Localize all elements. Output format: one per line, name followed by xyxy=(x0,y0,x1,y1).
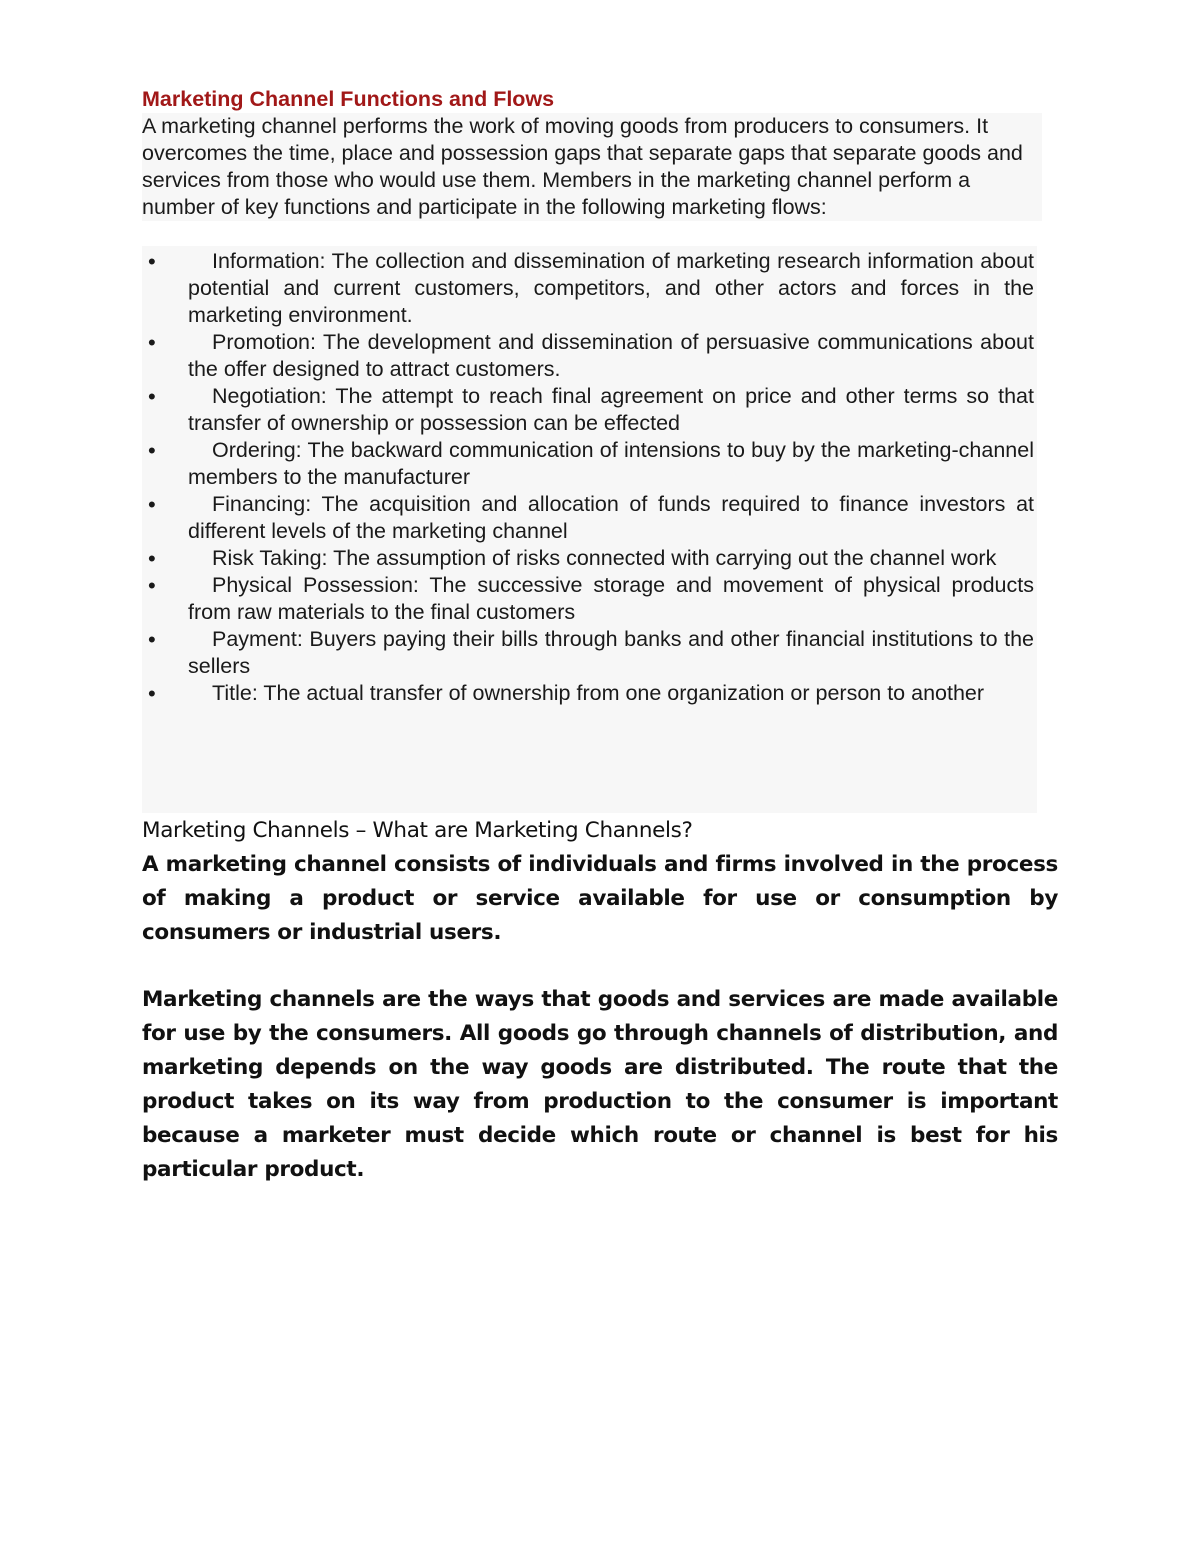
bullet-icon: • xyxy=(148,546,156,571)
section-marketing-channel-functions xyxy=(142,86,1042,221)
bullet-icon: • xyxy=(148,681,156,706)
bullet-icon: • xyxy=(148,573,156,598)
bullet-icon: • xyxy=(148,330,156,355)
flow-text: Financing: The acquisition and allocation of funds required to finance investors at different levels of the marketing channel xyxy=(188,492,1034,543)
section-title: Marketing Channel Functions and Flows xyxy=(142,87,555,111)
flow-text: Physical Possession: The successive storage and movement of physical products from raw materials to the final customers xyxy=(188,573,1034,624)
bullet-icon: • xyxy=(148,438,156,463)
list-item xyxy=(142,491,1034,545)
flow-text: Information: The collection and dissemination of marketing research information about potential and current customers, competitors, and other actors and forces in the marketing environment. xyxy=(188,249,1034,327)
explanation-paragraph: Marketing channels are the ways that goods and services are made available for use by the consumers. All goods go through channels of distribution, and marketing depends on the way goods are distributed. The route that the product takes on its way from production to the consumer is important because a marketer must decide which route or channel is best for his particular product. xyxy=(142,987,1058,1182)
list-item xyxy=(142,572,1034,626)
intro-paragraph: A marketing channel performs the work of moving goods from producers to consumers. It overcomes the time, place and possession gaps that separate gaps that separate goods and services from those who would use them. Members in the marketing channel perform a number of key functions and participate in the following marketing flows: xyxy=(142,113,1042,221)
paragraph-spacer xyxy=(142,950,1058,983)
marketing-flows-list xyxy=(142,248,1034,707)
flow-text: Ordering: The backward communication of intensions to buy by the marketing-channel members to the manufacturer xyxy=(188,438,1034,489)
list-item xyxy=(142,626,1034,680)
flow-text: Risk Taking: The assumption of risks connected with carrying out the channel work xyxy=(212,546,997,570)
bullet-icon: • xyxy=(148,627,156,652)
list-item xyxy=(142,545,1034,572)
bullet-icon: • xyxy=(148,492,156,517)
list-item xyxy=(142,383,1034,437)
section-what-are-marketing-channels xyxy=(142,814,1058,1187)
flow-text: Promotion: The development and dissemination of persuasive communications about the offer designed to attract customers. xyxy=(188,330,1034,381)
list-item xyxy=(142,248,1034,329)
list-item xyxy=(142,329,1034,383)
flow-text: Payment: Buyers paying their bills through banks and other financial institutions to the sellers xyxy=(188,627,1034,678)
bullet-icon: • xyxy=(148,249,156,274)
flow-text: Title: The actual transfer of ownership from one organization or person to another xyxy=(212,681,985,705)
definition-paragraph: A marketing channel consists of individuals and firms involved in the process of making a product or service available for use or consumption by consumers or industrial users. xyxy=(142,852,1058,945)
section-heading: Marketing Channels – What are Marketing Channels? xyxy=(142,818,693,843)
list-item xyxy=(142,437,1034,491)
list-item xyxy=(142,680,1034,707)
flow-text: Negotiation: The attempt to reach final agreement on price and other terms so that transfer of ownership or possession can be effected xyxy=(188,384,1034,435)
bullet-icon: • xyxy=(148,384,156,409)
